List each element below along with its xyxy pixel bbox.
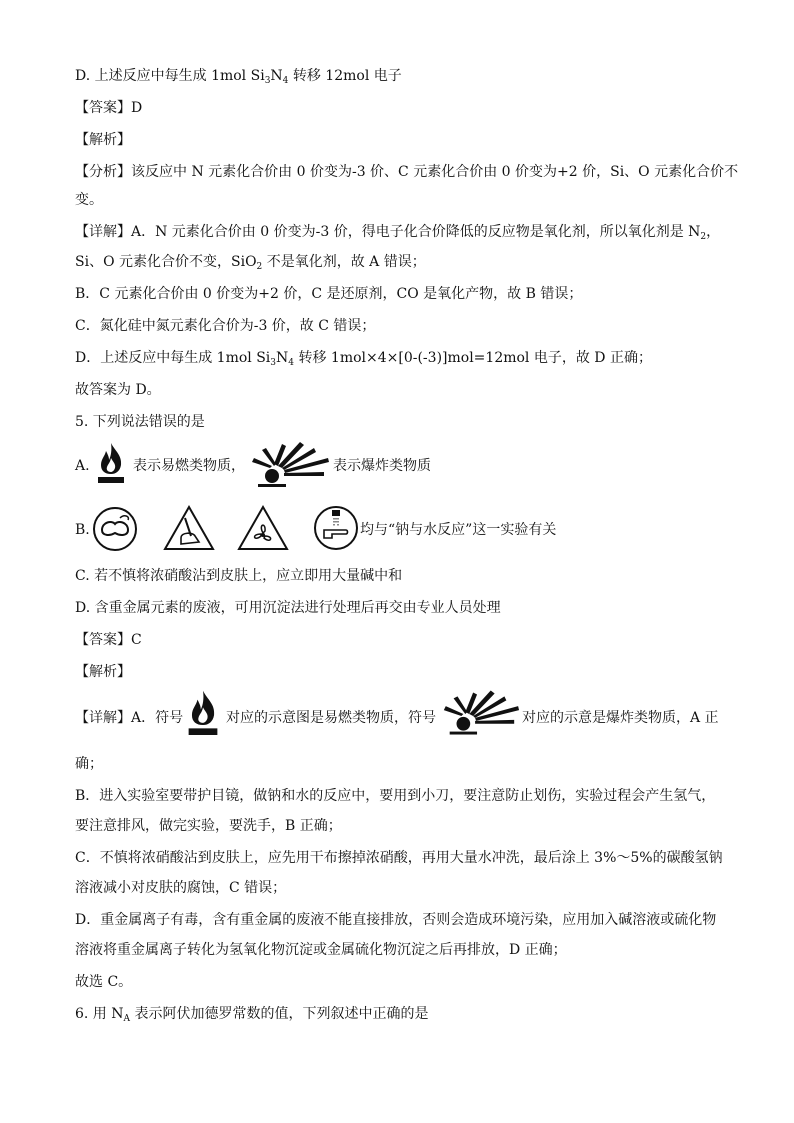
fenxi-text: 该反应中 N 元素化合价由 0 价变为-3 价、C 元素化合价由 0 价变为+2 价，Si、O 元素化合价不 <box>131 164 739 180</box>
detail-a1-sub: 2 <box>700 232 707 242</box>
detail-label: 【详解】 <box>75 224 131 240</box>
q6-stem-end: 表示阿伏加德罗常数的值，下列叙述中正确的是 <box>130 1006 429 1022</box>
fenxi-text-cont: 变。 <box>75 192 103 208</box>
q5-analysis-label <box>75 662 131 682</box>
detail-a-cont-text: 确； <box>75 756 103 772</box>
q5-detail-b2 <box>75 816 342 836</box>
detail-d-sub1: 3 <box>270 358 277 368</box>
q5-detail-d1 <box>75 910 716 930</box>
conclusion-text: 故选 C。 <box>75 974 133 990</box>
detail-a-end-text: 对应的示意是爆炸类物质，A 正 <box>522 710 719 726</box>
option-a-label: A. <box>75 458 90 474</box>
answer-value: C <box>131 632 142 648</box>
q4-detail-c <box>75 316 375 336</box>
q5-stem <box>75 412 205 432</box>
q5-detail-c2 <box>75 878 286 898</box>
detail-b1-text: B．进入实验室要带护目镜，做钠和水的反应中，要用到小刀，要注意防止划伤，实验过程会产生氢气， <box>75 788 716 804</box>
q5-detail-a-cont <box>75 754 103 774</box>
detail-c1-text: C．不慎将浓硝酸沾到皮肤上，应先用干布擦掉浓硝酸，再用大量水冲洗，最后涂上 3%～5%的碳酸氢钠 <box>75 850 723 866</box>
detail-a1-text: A．N 元素化合价由 0 价变为-3 价，得电子化合价降低的反应物是氧化剂，所以氧化剂是 N <box>131 224 701 240</box>
detail-a2-sub: 2 <box>256 262 263 272</box>
q4-answer <box>75 98 142 118</box>
hand-wash-icon <box>312 504 360 552</box>
detail-c-text: C．氮化硅中氮元素化合价为-3 价，故 C 错误； <box>75 318 376 334</box>
detail-d-text: D．上述反应中每生成 1mol Si <box>75 350 271 366</box>
flame-icon <box>92 441 130 487</box>
option-a-text1: 表示易燃类物质， <box>133 458 245 474</box>
detail-c2-text: 溶液减小对皮肤的腐蚀，C 错误； <box>75 880 287 896</box>
detail-d-end: 转移 1mol×4×[0-(-3)]mol=12mol 电子，故 D 正确； <box>294 350 652 366</box>
option-b-label: B. <box>75 522 90 538</box>
option-d-text: D. 含重金属元素的废液，可用沉淀法进行处理后再交由专业人员处理 <box>75 600 501 616</box>
detail-a-mid-text: 对应的示意图是易燃类物质，符号 <box>226 710 436 726</box>
q4-fenxi-1 <box>75 162 738 182</box>
question-stem: 5. 下列说法错误的是 <box>75 414 205 430</box>
answer-label: 【答案】 <box>75 100 131 116</box>
q5-option-d <box>75 598 501 618</box>
q4-detail-a1 <box>75 222 720 247</box>
analysis-label: 【解析】 <box>75 664 131 680</box>
q5-answer <box>75 630 142 650</box>
explosive-icon <box>244 440 332 492</box>
q4-conclusion <box>75 380 161 400</box>
conclusion-text: 故答案为 D。 <box>75 382 161 398</box>
detail-a-pre-text: A．符号 <box>131 710 184 726</box>
option-c-text: C. 若不慎将浓硝酸沾到皮肤上，应立即用大量碱中和 <box>75 568 403 584</box>
q5-option-b-text <box>360 520 556 540</box>
detail-b-text: B．C 元素化合价由 0 价变为+2 价，C 是还原剂，CO 是氧化产物，故 B 错误； <box>75 286 583 302</box>
q4-option-d-sub2: 4 <box>282 76 289 86</box>
detail-a1-end: ， <box>706 224 721 240</box>
q5-detail-a-mid <box>226 708 436 728</box>
detail-d-sub2: 4 <box>288 358 295 368</box>
ventilation-icon <box>236 504 290 552</box>
q4-option-d-end: 转移 12mol 电子 <box>288 68 402 84</box>
q6-stem-sub: A <box>123 1014 131 1024</box>
detail-d-mid: N <box>276 350 289 366</box>
analysis-label: 【解析】 <box>75 132 131 148</box>
q4-detail-b <box>75 284 582 304</box>
flame-icon <box>182 688 224 740</box>
q5-option-c <box>75 566 402 586</box>
q5-conclusion <box>75 972 132 992</box>
q5-detail-d2 <box>75 940 567 960</box>
q5-detail-a-end <box>522 708 719 728</box>
q4-option-d <box>75 66 402 91</box>
answer-value: D <box>131 100 143 116</box>
q6-stem <box>75 1004 428 1029</box>
knife-icon <box>163 504 215 552</box>
detail-a2-text: Si、O 元素化合价不变，SiO <box>75 254 257 270</box>
detail-label: 【详解】 <box>75 710 131 726</box>
detail-d1-text: D．重金属离子有毒，含有重金属的废液不能直接排放，否则会造成环境污染，应用加入碱溶液或硫化物 <box>75 912 717 928</box>
q5-option-a-text1 <box>133 456 245 476</box>
q5-option-a-text2 <box>333 456 431 476</box>
q4-detail-a2 <box>75 252 426 277</box>
q6-stem-pre: 6. 用 N <box>75 1006 124 1022</box>
q5-option-b-label <box>75 520 90 540</box>
answer-label: 【答案】 <box>75 632 131 648</box>
option-a-text2: 表示爆炸类物质 <box>333 458 431 474</box>
q5-detail-a-pre <box>75 708 183 728</box>
detail-b2-text: 要注意排风，做完实验，要洗手，B 正确； <box>75 818 342 834</box>
goggles-icon <box>92 506 138 552</box>
fenxi-label: 【分析】 <box>75 164 131 180</box>
option-b-text: 均与“钠与水反应”这一实验有关 <box>360 522 557 538</box>
detail-d2-text: 溶液将重金属离子转化为氢氧化物沉淀或金属硫化物沉淀之后再排放，D 正确； <box>75 942 567 958</box>
detail-a2-end: 不是氧化剂，故 A 错误； <box>262 254 426 270</box>
q4-detail-d <box>75 348 652 373</box>
q4-option-d-mid: N <box>270 68 283 84</box>
q5-detail-c1 <box>75 848 723 868</box>
q5-detail-b1 <box>75 786 715 806</box>
q4-analysis-label <box>75 130 131 150</box>
explosive-icon <box>436 688 522 740</box>
q4-option-d-text: D. 上述反应中每生成 1mol Si <box>75 68 265 84</box>
q4-option-d-sub: 3 <box>264 76 271 86</box>
q5-option-a-label <box>75 456 90 476</box>
q4-fenxi-2 <box>75 190 103 210</box>
